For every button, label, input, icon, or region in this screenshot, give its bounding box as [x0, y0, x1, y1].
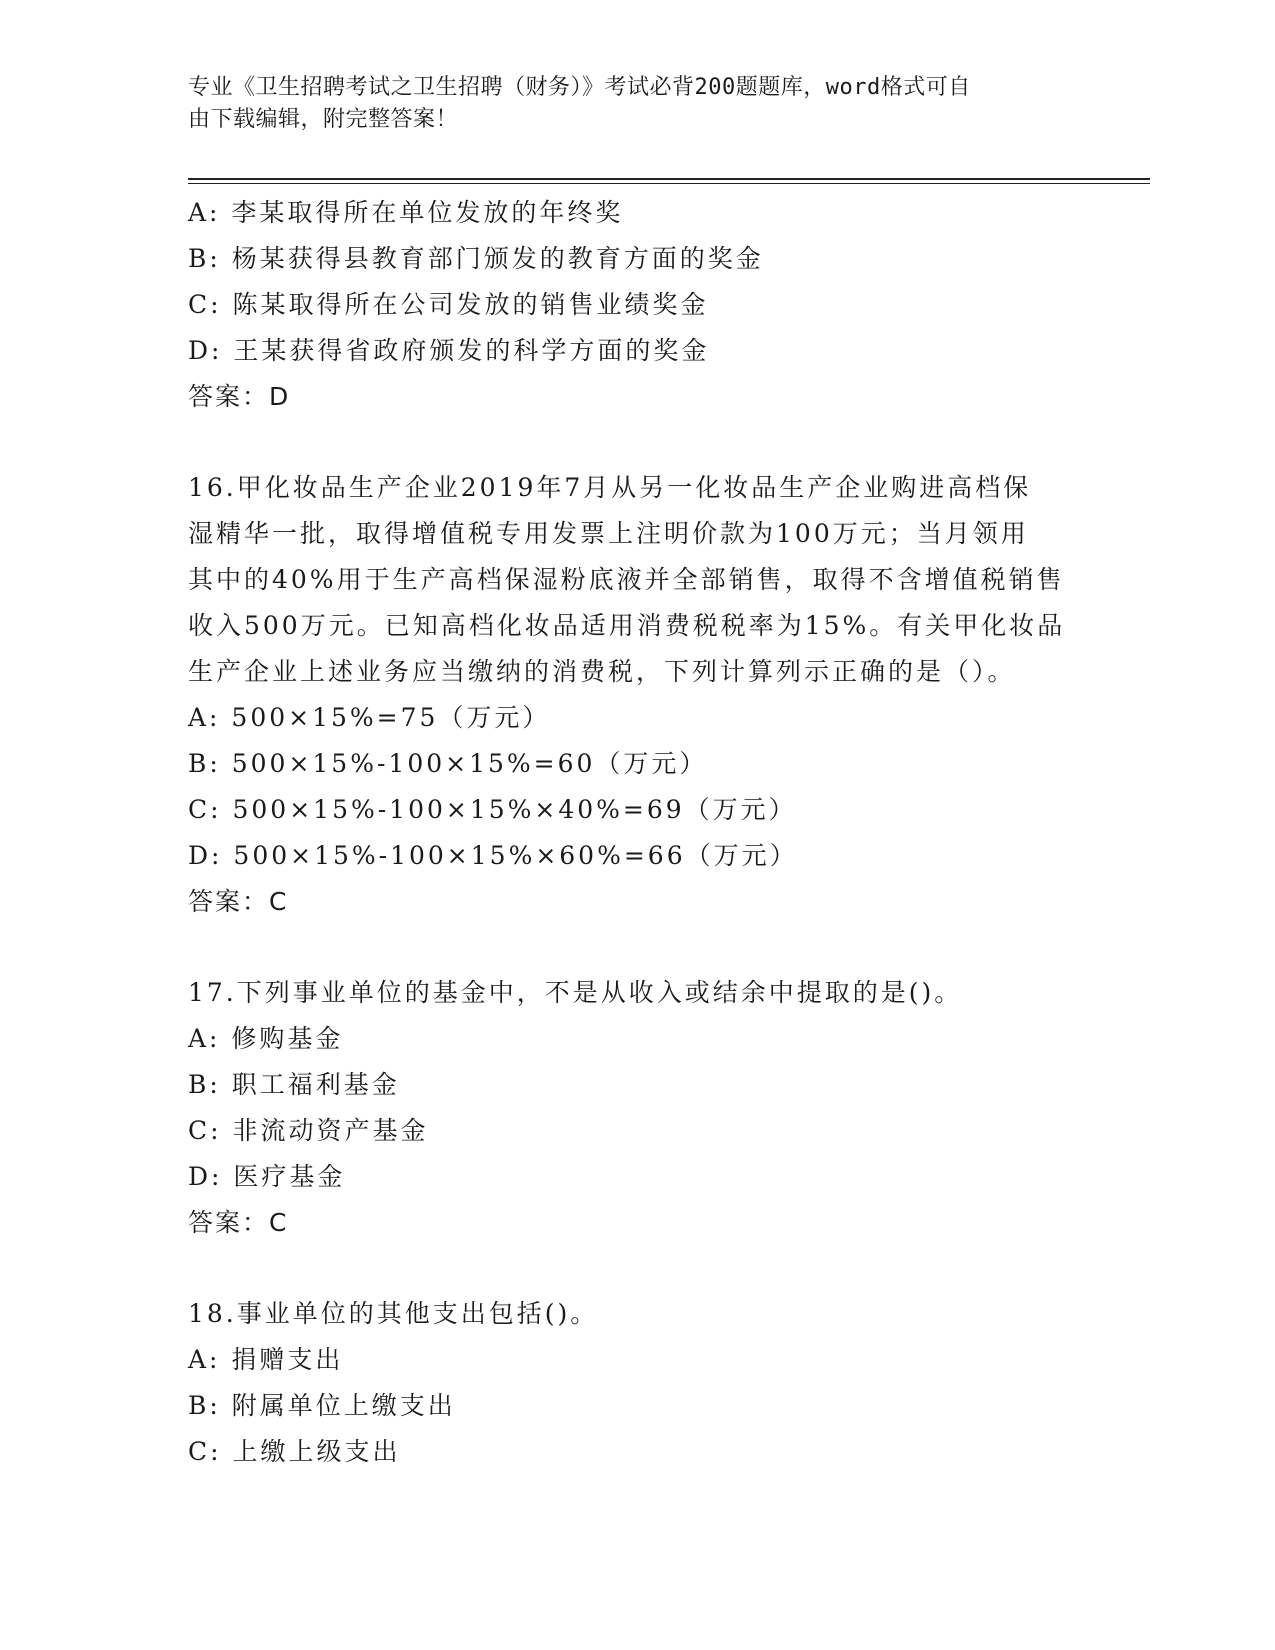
option-c: C: 非流动资产基金 [188, 1116, 429, 1145]
question-text-line: 其中的40%用于生产高档保湿粉底液并全部销售，取得不含增值税销售 [188, 565, 1065, 594]
option-c: C: 陈某取得所在公司发放的销售业绩奖金 [188, 290, 709, 319]
document-header [188, 72, 1068, 136]
question-16 [188, 465, 1088, 925]
question-17 [188, 970, 1088, 1246]
option-a: A: 捐赠支出 [188, 1345, 344, 1374]
question-text-line: 收入500万元。已知高档化妆品适用消费税税率为15%。有关甲化妆品 [188, 611, 1066, 640]
option-c: C: 500×15%-100×15%×40%=69（万元） [188, 795, 797, 824]
header-divider-thick [188, 178, 1150, 180]
option-a: A: 修购基金 [188, 1024, 344, 1053]
header-divider-thin [188, 183, 1150, 184]
option-a: A: 李某取得所在单位发放的年终奖 [188, 198, 624, 227]
answer: 答案：C [188, 1208, 289, 1237]
option-c: C: 上缴上级支出 [188, 1437, 401, 1466]
question-text: 17.下列事业单位的基金中，不是从收入或结余中提取的是()。 [188, 978, 963, 1007]
header-line-2: 由下载编辑，附完整答案！ [188, 107, 459, 132]
question-text-line: 生产企业上述业务应当缴纳的消费税，下列计算列示正确的是（）。 [188, 657, 1016, 686]
question-text: 18.事业单位的其他支出包括()。 [188, 1299, 599, 1328]
question-list [188, 190, 1088, 1475]
option-b: B: 杨某获得县教育部门颁发的教育方面的奖金 [188, 244, 764, 273]
option-a: A: 500×15%=75（万元） [188, 703, 551, 732]
option-b: B: 职工福利基金 [188, 1070, 400, 1099]
question-text-line: 16.甲化妆品生产企业2019年7月从另一化妆品生产企业购进高档保 [188, 473, 1032, 502]
option-d: D: 医疗基金 [188, 1162, 346, 1191]
answer: 答案：C [188, 887, 289, 916]
option-b: B: 500×15%-100×15%=60（万元） [188, 749, 708, 778]
header-line-1: 专业《卫生招聘考试之卫生招聘（财务）》考试必背200题题库，word格式可自 [188, 75, 971, 100]
option-d: D: 王某获得省政府颁发的科学方面的奖金 [188, 336, 710, 365]
question-15-tail [188, 190, 1088, 420]
question-text-line: 湿精华一批，取得增值税专用发票上注明价款为100万元；当月领用 [188, 519, 1029, 548]
question-18 [188, 1291, 1088, 1475]
option-d: D: 500×15%-100×15%×60%=66（万元） [188, 841, 798, 870]
option-b: B: 附属单位上缴支出 [188, 1391, 456, 1420]
answer: 答案：D [188, 382, 291, 411]
